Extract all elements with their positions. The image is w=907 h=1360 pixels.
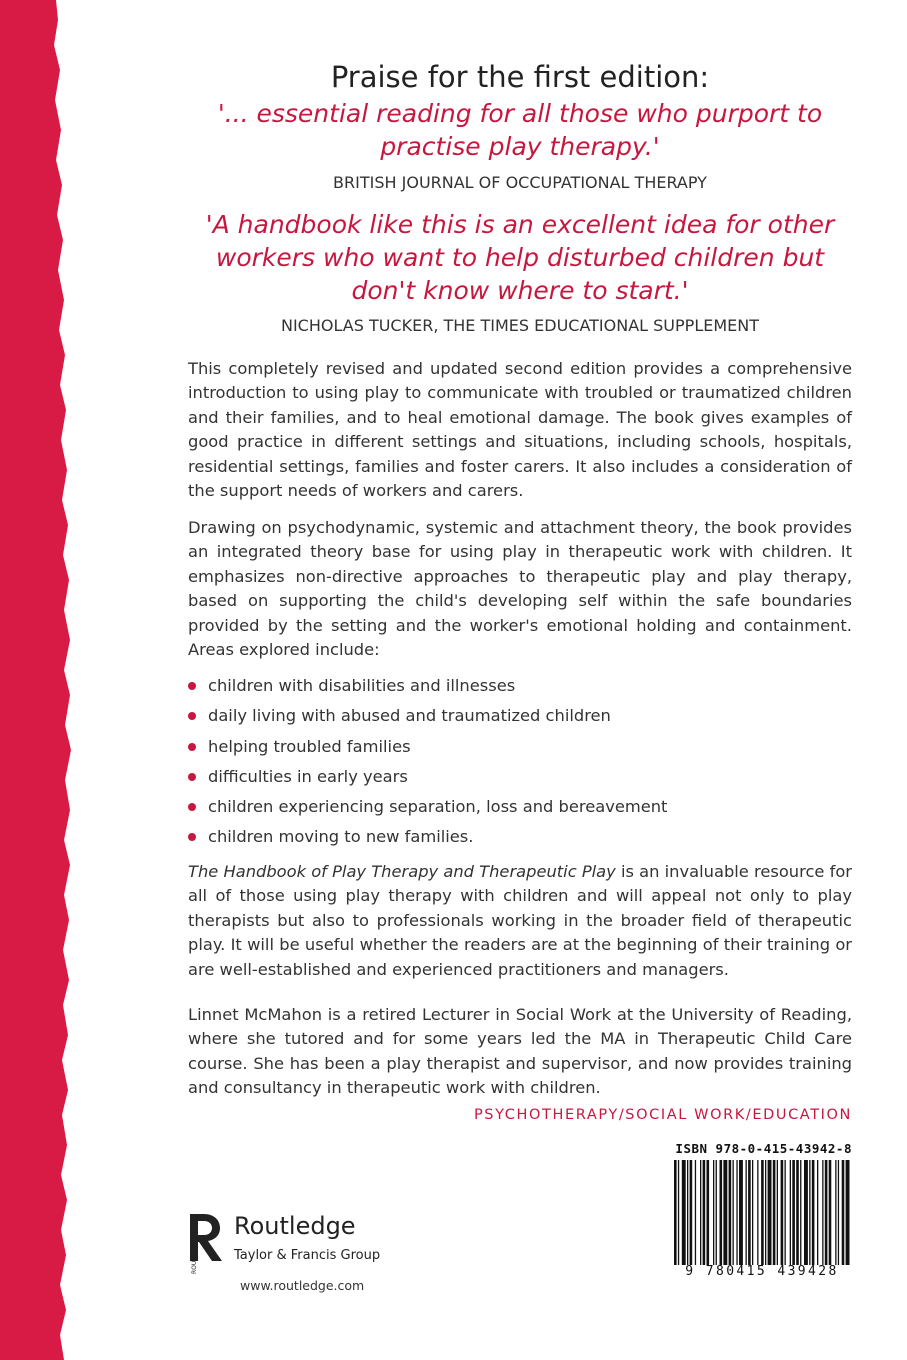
barcode-bar [695, 1160, 696, 1265]
barcode-number: 9 780415 439428 [685, 1264, 839, 1279]
isbn-label: ISBN 978-0-415-43942-8 [675, 1141, 852, 1156]
barcode-bar [790, 1160, 791, 1265]
logo-vertical-text: ROUTLEDGE [191, 1236, 198, 1274]
barcode-bar [736, 1160, 737, 1265]
barcode-bar [729, 1160, 732, 1265]
barcode-bar [720, 1160, 723, 1265]
barcode-bar [829, 1160, 832, 1265]
barcode-bar [761, 1160, 764, 1265]
barcode-bar [773, 1160, 776, 1265]
barcode-bar [707, 1160, 710, 1265]
barcode-bar [716, 1160, 717, 1265]
barcode-bar [746, 1160, 747, 1265]
barcode-bar [781, 1160, 784, 1265]
barcode-bar [703, 1160, 706, 1265]
publisher-group: Taylor & Francis Group [234, 1248, 381, 1263]
blurb-paragraph-1: This completely revised and updated second edition provides a comprehensive introduction to using play to communicate with troubled or traumatized children and their families, and to heal emotional damage. The book gives examples of good practice in different settings and situations, including schools, hospitals, residential settings, families and foster carers. It also includes a consideration of the support needs of workers and carers. [188, 359, 852, 501]
list-item: children experiencing separation, loss and bereavement [188, 795, 667, 825]
barcode-bar [678, 1160, 679, 1265]
barcode-bar [723, 1160, 727, 1265]
review-source-2: NICHOLAS TUCKER, THE TIMES EDUCATIONAL SUPPLEMENT [280, 316, 759, 335]
review-quote-1: '... essential reading for all those who purport to practise play therapy.' [217, 99, 823, 161]
topics-list [188, 674, 667, 856]
list-item: children moving to new families. [188, 825, 667, 855]
barcode-bar [817, 1160, 818, 1265]
list-item: helping troubled families [188, 735, 667, 765]
author-bio: Linnet McMahon is a retired Lecturer in Social Work at the University of Reading, where she tutored and for some years led the MA in Therapeutic Child Care course. She has been a play therapist and supervisor, and now provides training and consultancy in therapeutic work with children. [188, 1005, 852, 1098]
bullet-icon [188, 682, 196, 690]
red-torn-spine-border [0, 0, 72, 1360]
publisher-name: Routledge [234, 1212, 356, 1240]
barcode-bar [733, 1160, 734, 1265]
barcode-bar [765, 1160, 766, 1265]
book-title: The Handbook of Play Therapy and Therapeutic Play [188, 862, 616, 881]
bullet-icon [188, 833, 196, 841]
barcode-bar [757, 1160, 758, 1265]
list-item: daily living with abused and traumatized children [188, 704, 667, 734]
barcode-bar [690, 1160, 693, 1265]
barcode-bar [792, 1160, 795, 1265]
blurb-paragraph-3: The Handbook of Play Therapy and Therapeutic Play is an invaluable resource for all of those using play therapy with children and will appeal not only to play therapists but also to professionals working in the broader field of therapeutic play. It will be useful whether the readers are at the beginning of their training or are well-established and experienced practitioners and managers. [188, 862, 852, 979]
author-name: Linnet McMahon [188, 1005, 323, 1024]
bullet-icon [188, 773, 196, 781]
barcode-bar [800, 1160, 801, 1265]
barcode-bar [822, 1160, 823, 1265]
barcode-bar [835, 1160, 836, 1265]
barcode-bar [739, 1160, 743, 1265]
barcode-bar [825, 1160, 828, 1265]
barcode-bar [687, 1160, 688, 1265]
review-source-1: BRITISH JOURNAL OF OCCUPATIONAL THERAPY [333, 173, 707, 192]
blurb-paragraph-2: Drawing on psychodynamic, systemic and attachment theory, the book provides an integrated theory base for using play in therapeutic work with children. It emphasizes non-directive approaches to therapeutic play and play therapy, based on supporting the child's developing self within the safe boundaries provided by the setting and the worker's emotional holding and containment. Areas explored include: [188, 518, 852, 660]
barcode-bar [777, 1160, 778, 1265]
barcode-bar [713, 1160, 714, 1265]
barcode-bar [700, 1160, 701, 1265]
list-item: children with disabilities and illnesses [188, 674, 667, 704]
barcode-bar [752, 1160, 753, 1265]
barcode-bar [796, 1160, 799, 1265]
barcode-bar [682, 1160, 686, 1265]
praise-heading: Praise for the first edition: [330, 60, 710, 94]
barcode-bar [785, 1160, 786, 1265]
barcode-bar [842, 1160, 845, 1265]
review-quote-2: 'A handbook like this is an excellent idea for other workers who want to help disturbed children but don't know where to start.' [205, 210, 835, 305]
list-item: difficulties in early years [188, 765, 667, 795]
bullet-icon [188, 743, 196, 751]
barcode-bar [674, 1160, 677, 1265]
routledge-logo-icon [186, 1210, 226, 1276]
subject-category: PSYCHOTHERAPY/SOCIAL WORK/EDUCATION [473, 1107, 852, 1123]
bullet-icon [188, 712, 196, 720]
barcode [672, 1160, 852, 1265]
barcode-bar [846, 1160, 850, 1265]
barcode-bar [812, 1160, 815, 1265]
barcode-bar [768, 1160, 772, 1265]
publisher-url[interactable]: www.routledge.com [240, 1278, 365, 1293]
bullet-icon [188, 803, 196, 811]
barcode-bar [838, 1160, 839, 1265]
barcode-bar [809, 1160, 810, 1265]
barcode-bar [804, 1160, 808, 1265]
barcode-bar [748, 1160, 751, 1265]
